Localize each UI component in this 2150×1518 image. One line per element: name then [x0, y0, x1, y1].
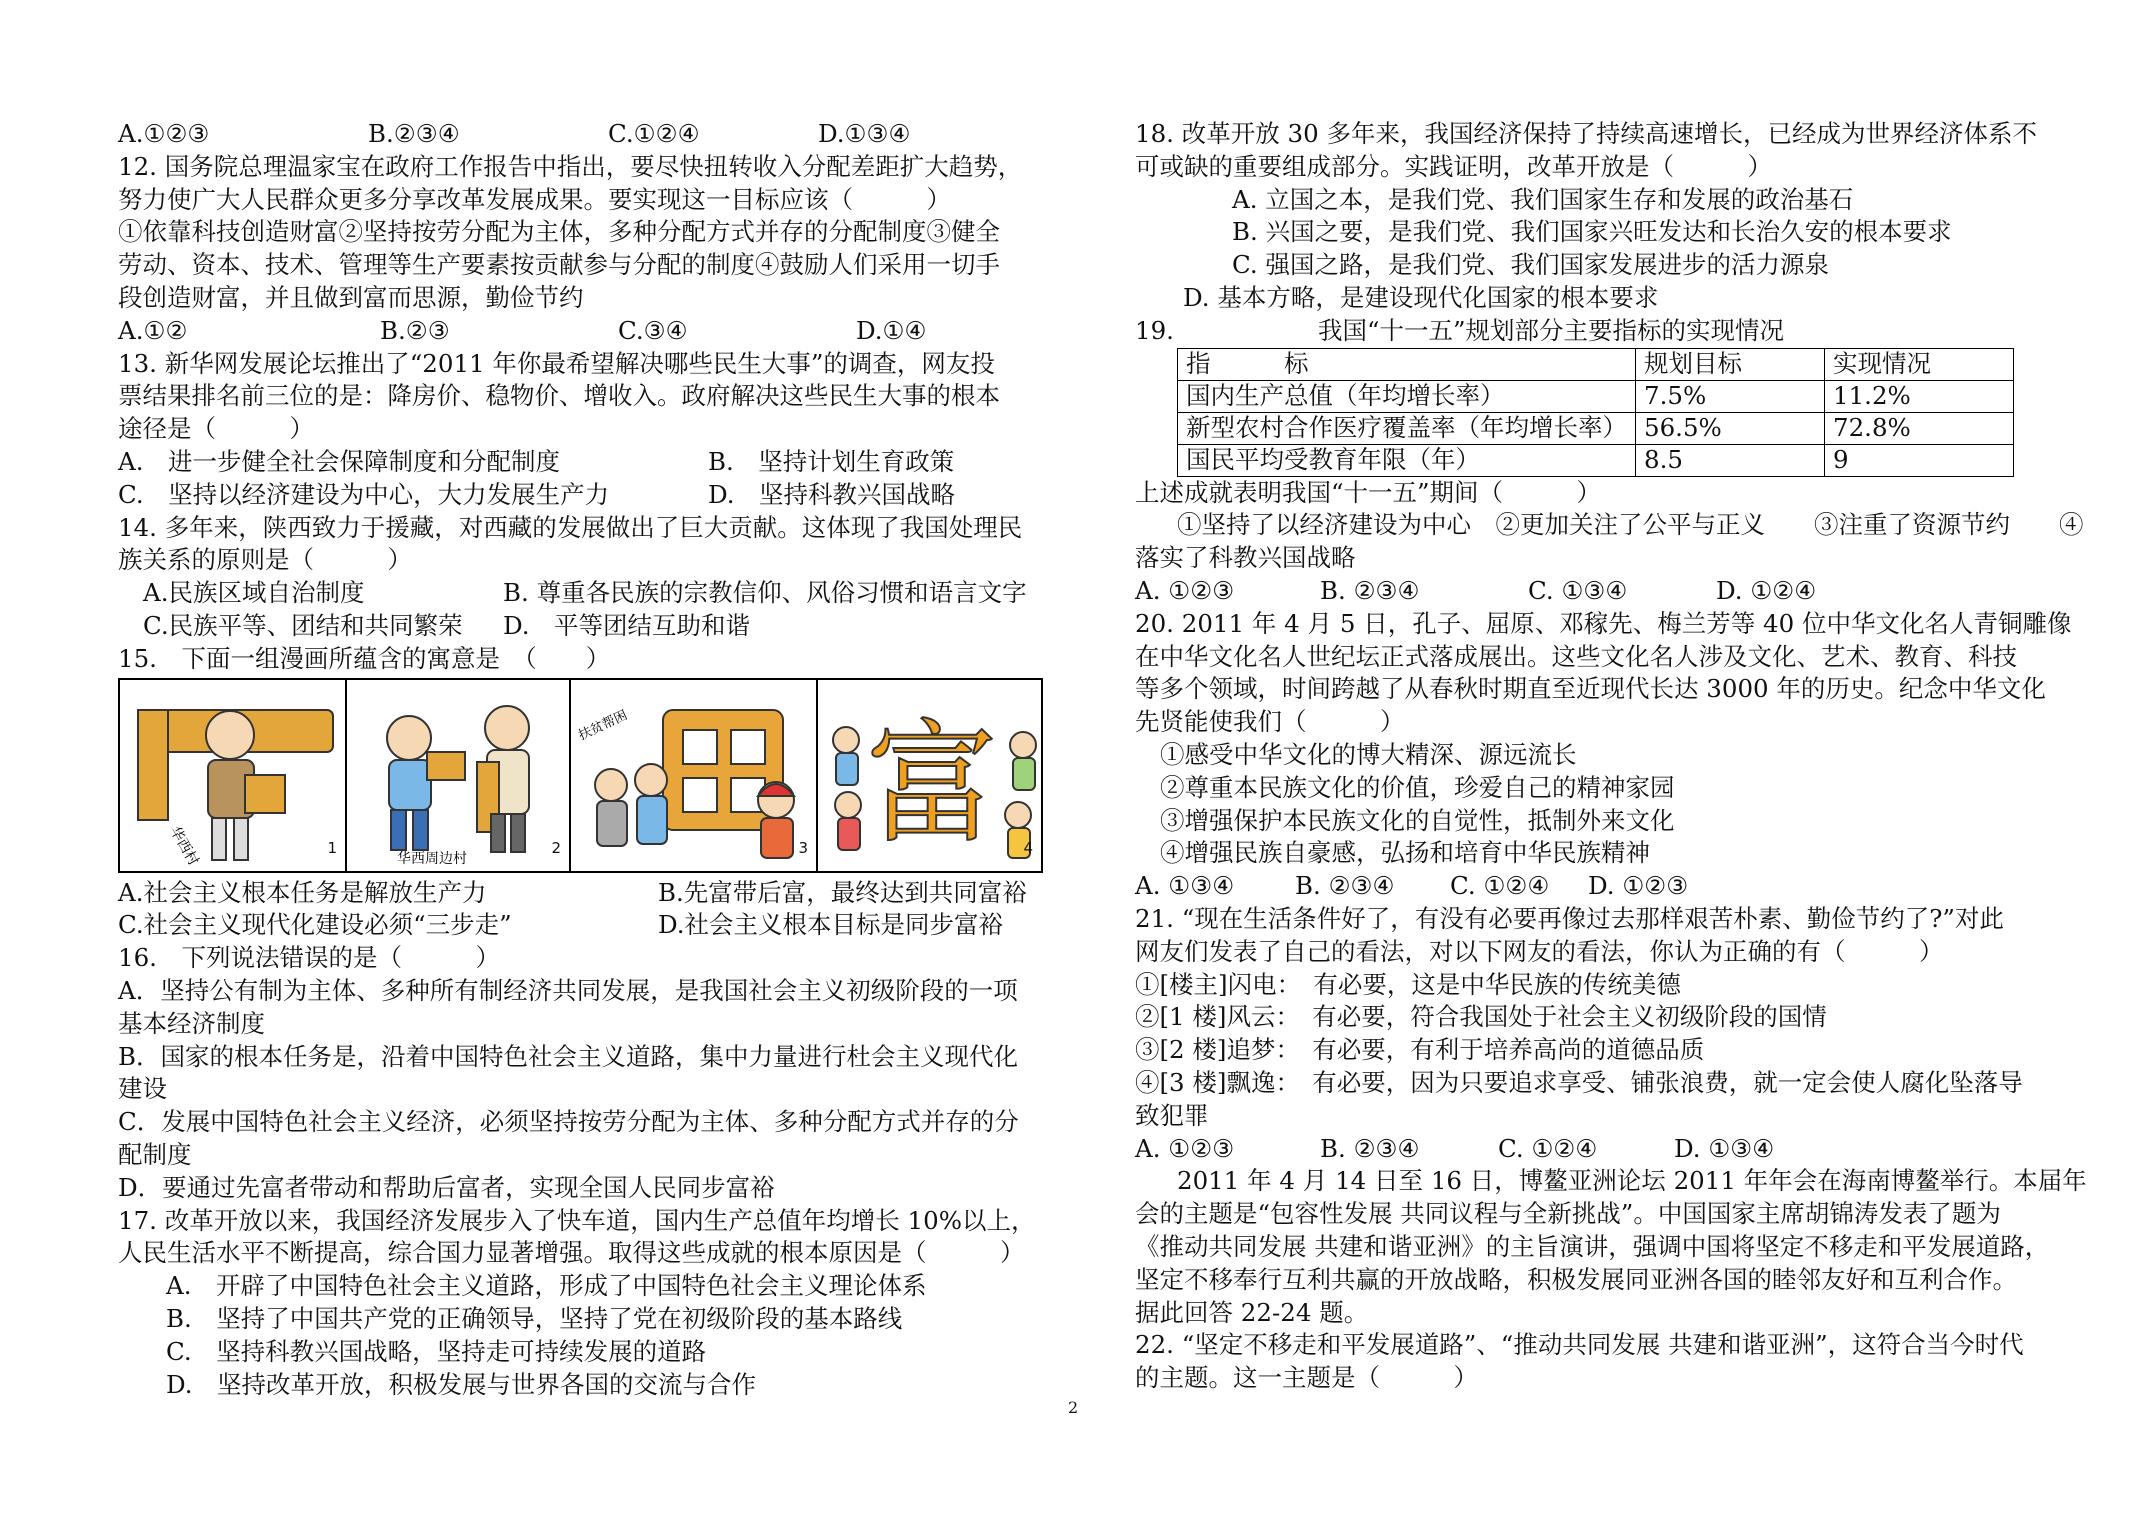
option: A.社会主义根本任务是解放生产力	[118, 877, 487, 907]
table-cell: 7.5%	[1636, 380, 1825, 412]
question-number: 19.	[1135, 315, 1174, 345]
text-line: 建设	[118, 1074, 167, 1104]
table-header: 实现情况	[1825, 348, 2014, 380]
option: B. ②③④	[1295, 871, 1395, 901]
option: C.社会主义现代化建设必须“三步走”	[118, 910, 512, 940]
q15-options-ab	[118, 877, 1043, 910]
option: C.民族平等、团结和共同繁荣	[143, 610, 463, 640]
option: C. ①③④	[1528, 575, 1628, 605]
q14-options-ab	[118, 577, 1043, 610]
text-line: 可或缺的重要组成部分。实践证明，改革开放是（ ）	[1135, 151, 1772, 181]
text-line: ①依靠科技创造财富②坚持按劳分配为主体，多种分配方式并存的分配制度③健全	[118, 217, 1000, 247]
option: D.①④	[856, 315, 927, 345]
passage-22-24	[1135, 1165, 2087, 1329]
option: A. ①②③	[1135, 1133, 1235, 1163]
q13-options-cd	[118, 479, 1043, 512]
q19-heading	[1135, 315, 2050, 348]
table-cell: 8.5	[1636, 444, 1825, 476]
table-row	[1178, 444, 2014, 476]
text-line: 12. 国务院总理温家宝在政府工作报告中指出，要尽快扭转收入分配差距扩大趋势，	[118, 151, 1023, 181]
text-line: 基本经济制度	[118, 1008, 265, 1038]
text-line: 族关系的原则是（ ）	[118, 545, 412, 575]
option: B. ②③④	[1320, 1133, 1420, 1163]
option: A.①②	[118, 315, 188, 345]
text-line: 网友们发表了自己的看法，对以下网友的看法，你认为正确的有（ ）	[1135, 936, 1944, 966]
text-line: 的主题。这一主题是（ ）	[1135, 1363, 1478, 1393]
question-22	[1135, 1329, 2050, 1395]
q19-options	[1135, 575, 2050, 608]
cartoon-label: 扶贫帮困	[576, 707, 630, 744]
question-19	[1135, 315, 2084, 608]
text-line: 18. 改革开放 30 多年来，我国经济保持了持续高速增长，已经成为世界经济体系不	[1135, 119, 2037, 148]
option: C.③④	[618, 315, 688, 345]
option: C. ①②④	[1498, 1133, 1598, 1163]
panel-number: 2	[551, 838, 561, 857]
question-15	[118, 643, 1043, 942]
option: D. ①③④	[1674, 1133, 1775, 1163]
left-column	[118, 118, 1043, 1401]
cartoon-image	[818, 680, 1041, 871]
text-line: 15. 下面一组漫画所蕴含的寓意是 （ ）	[118, 643, 611, 673]
cartoon-image	[571, 680, 816, 871]
text-line: B．国家的根本任务是，沿着中国特色社会主义道路，集中力量进行杜会主义现代化	[118, 1041, 1019, 1071]
text-line: ③[2 楼]追梦： 有必要，有利于培养高尚的道德品质	[1135, 1035, 1705, 1065]
cartoon-label: 华西村	[166, 823, 202, 868]
text-line: 13. 新华网发展论坛推出了“2011 年你最希望解决哪些民生大事”的调查，网友投	[118, 348, 995, 378]
option: D. 坚持改革开放，积极发展与世界各国的交流与合作	[166, 1369, 757, 1399]
text-line: C．发展中国特色社会主义经济，必须坚持按劳分配为主体、多种分配方式并存的分	[118, 1107, 1019, 1137]
text-line: ④增强民族自豪感，弘扬和培育中华民族精神	[1160, 838, 1650, 868]
option: D.社会主义根本目标是同步富裕	[658, 910, 1004, 940]
option: B.②③④	[368, 119, 460, 148]
text-line: ①坚持了以经济建设为中心 ②更加关注了公平与正义 ③注重了资源节约 ④	[1177, 510, 2084, 540]
text-line: ③增强保护本民族文化的自觉性，抵制外来文化	[1160, 805, 1675, 835]
cartoon-panel-2	[347, 680, 571, 871]
table-cell: 国内生产总值（年均增长率）	[1178, 380, 1636, 412]
table-title: 我国“十一五”规划部分主要指标的实现情况	[1318, 315, 1785, 345]
text-line: 22. “坚定不移走和平发展道路”、“推动共同发展 共建和谐亚洲”，这符合当今时代	[1135, 1330, 2024, 1360]
text-line: 2011 年 4 月 14 日至 16 日，博鳌亚洲论坛 2011 年年会在海南博鳌举行。本届年	[1177, 1166, 2087, 1196]
text-line: 落实了科教兴国战略	[1135, 543, 1356, 573]
question-18	[1135, 118, 2050, 315]
question-13	[118, 348, 1043, 512]
right-column	[1135, 118, 2087, 1395]
text-line: 20. 2011 年 4 月 5 日，孔子、屈原、邓稼先、梅兰芳等 40 位中华文化名人青铜雕像	[1135, 608, 2072, 638]
option: B. 兴国之要，是我们党、我们国家兴旺发达和长治久安的根本要求	[1232, 217, 1952, 247]
page-number: 2	[1068, 1398, 1079, 1417]
text-line: 16. 下列说法错误的是（ ）	[118, 943, 500, 973]
text-line: 努力使广大人民群众更多分享改革发展成果。要实现这一目标应该（ ）	[118, 184, 951, 214]
q12-options	[118, 315, 1043, 348]
q11-options	[118, 118, 1043, 151]
text-line: 段创造财富，并且做到富而思源，勤俭节约	[118, 282, 584, 312]
text-line: 《推动共同发展 共建和谐亚洲》的主旨演讲，强调中国将坚定不移走和平发展道路，	[1135, 1231, 2050, 1261]
option: B.先富带后富，最终达到共同富裕	[658, 877, 1027, 907]
text-line: 21. “现在生活条件好了，有没有必要再像过去那样艰苦朴素、勤俭节约了?”对此	[1135, 903, 2004, 933]
option: D.①③④	[818, 119, 911, 148]
table-header: 指 标	[1178, 348, 1636, 380]
text-line: ②[1 楼]风云： 有必要，符合我国处于社会主义初级阶段的国情	[1135, 1002, 1827, 1032]
q13-options-ab	[118, 446, 1043, 479]
question-20	[1135, 608, 2072, 903]
table-cell: 新型农村合作医疗覆盖率（年均增长率）	[1178, 412, 1636, 444]
option: C. 坚持以经济建设为中心，大力发展生产力	[118, 479, 610, 509]
text-line: 坚定不移奉行互利共赢的开放战略，积极发展同亚洲各国的睦邻友好和互利合作。	[1135, 1264, 2017, 1294]
option: A. 进一步健全社会保障制度和分配制度	[118, 446, 560, 476]
indicator-table	[1177, 348, 2014, 477]
option: B.②③	[380, 315, 450, 345]
text-line: 17. 改革开放以来，我国经济发展步入了快车道，国内生产总值年均增长 10%以上，	[118, 1205, 1036, 1235]
text-line: 劳动、资本、技术、管理等生产要素按贡献参与分配的制度④鼓励人们采用一切手	[118, 250, 1000, 280]
q14-options-cd	[118, 610, 1043, 643]
option: C. 强国之路，是我们党、我们国家发展进步的活力源泉	[1232, 250, 1829, 280]
text-line: D．要通过先富者带动和帮助后富者，实现全国人民同步富裕	[118, 1172, 775, 1202]
option: A.①②③	[118, 119, 210, 148]
table-cell: 9	[1825, 444, 2014, 476]
cartoon-panel-4	[818, 680, 1041, 871]
cartoon-label: 华西周边村	[397, 850, 467, 867]
table-cell: 11.2%	[1825, 380, 2014, 412]
panel-number: 1	[327, 838, 337, 857]
table-cell: 国民平均受教育年限（年）	[1178, 444, 1636, 476]
text-line: 会的主题是“包容性发展 共同议程与全新挑战”。中国国家主席胡锦涛发表了题为	[1135, 1199, 2001, 1229]
table-cell: 56.5%	[1636, 412, 1825, 444]
text-line: 途径是（ ）	[118, 414, 314, 444]
option: A.民族区域自治制度	[143, 578, 365, 608]
text-line: ②尊重本民族文化的价值，珍爱自己的精神家园	[1160, 772, 1675, 802]
text-line: 票结果排名前三位的是：降房价、稳物价、增收入。政府解决这些民生大事的根本	[118, 381, 1000, 411]
table-row	[1178, 380, 2014, 412]
cartoon-panel-1	[120, 680, 347, 871]
cartoon-strip	[118, 678, 1043, 873]
option: B. ②③④	[1320, 575, 1420, 605]
option: D. 平等团结互助和谐	[503, 610, 751, 640]
question-17	[118, 1205, 1043, 1402]
text-line: 致犯罪	[1135, 1100, 1209, 1130]
option: D. 基本方略，是建设现代化国家的根本要求	[1183, 282, 1659, 312]
question-14	[118, 512, 1043, 643]
table-row	[1178, 412, 2014, 444]
option: D. 坚持科教兴国战略	[708, 479, 956, 509]
option: D. ①②④	[1716, 575, 1817, 605]
q15-options-cd	[118, 909, 1043, 942]
table-header-row	[1178, 348, 2014, 380]
table-header: 规划目标	[1636, 348, 1825, 380]
table-cell: 72.8%	[1825, 412, 2014, 444]
panel-number: 4	[1023, 838, 1033, 857]
option: D. ①②③	[1588, 871, 1689, 901]
text-line: 上述成就表明我国“十一五”期间（ ）	[1135, 477, 1602, 507]
text-line: 在中华文化名人世纪坛正式落成展出。这些文化名人涉及文化、艺术、教育、科技	[1135, 641, 2017, 671]
q21-options	[1135, 1133, 2050, 1166]
option: C. 坚持科教兴国战略，坚持走可持续发展的道路	[166, 1336, 707, 1366]
q20-options	[1135, 870, 2050, 903]
text-line: A．坚持公有制为主体、多种所有制经济共同发展，是我国社会主义初级阶段的一项	[118, 975, 1018, 1005]
cartoon-image	[347, 680, 569, 871]
text-line: 先贤能使我们（ ）	[1135, 707, 1405, 737]
option: B. 尊重各民族的宗教信仰、风俗习惯和语言文字	[503, 578, 1027, 608]
question-12	[118, 151, 1043, 348]
option: A. ①②③	[1135, 575, 1235, 605]
cartoon-label: 富	[866, 707, 998, 862]
text-line: ①感受中华文化的博大精深、源远流长	[1160, 739, 1577, 769]
cartoon-panel-3	[571, 680, 818, 871]
option: A. 开辟了中国特色社会主义道路，形成了中国特色社会主义理论体系	[166, 1271, 927, 1301]
text-line: 配制度	[118, 1139, 192, 1169]
option: B. 坚持计划生育政策	[708, 446, 955, 476]
option: C. ①②④	[1450, 871, 1550, 901]
text-line: 等多个领域，时间跨越了从春秋时期直至近现代长达 3000 年的历史。纪念中华文化	[1135, 674, 2046, 704]
option: A. ①③④	[1135, 871, 1235, 901]
text-line: ①[楼主]闪电： 有必要，这是中华民族的传统美德	[1135, 969, 1681, 999]
question-21	[1135, 903, 2050, 1165]
text-line: 据此回答 22-24 题。	[1135, 1297, 1369, 1327]
cartoon-image	[120, 680, 345, 871]
text-line: 14. 多年来，陕西致力于援藏，对西藏的发展做出了巨大贡献。这体现了我国处理民	[118, 512, 1023, 542]
option: B. 坚持了中国共产党的正确领导，坚持了党在初级阶段的基本路线	[166, 1303, 903, 1333]
question-16	[118, 942, 1043, 1204]
option: C.①②④	[608, 119, 700, 148]
panel-number: 3	[798, 838, 808, 857]
text-line: ④[3 楼]飘逸： 有必要，因为只要追求享受、铺张浪费，就一定会使人腐化坠落导	[1135, 1067, 2023, 1097]
text-line: 人民生活水平不断提高，综合国力显著增强。取得这些成就的根本原因是（ ）	[118, 1238, 1025, 1268]
option: A. 立国之本，是我们党、我们国家生存和发展的政治基石	[1232, 184, 1854, 214]
